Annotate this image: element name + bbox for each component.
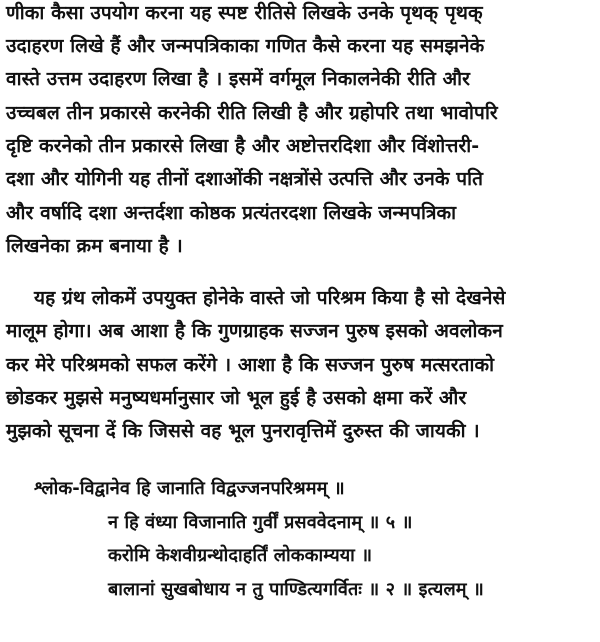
- text-line: दृष्टि करनेको तीन प्रकारसे लिखा है और अष्टोत्तरदिशा और विंशोत्तरी-: [6, 135, 480, 157]
- text-line: दशा और योगिनी यह तीनों दशाओंकी नक्षत्रोंसे उत्पत्ति और उनके पति: [6, 168, 484, 190]
- text-line: कर मेरे परिश्रमको सफल करेंगे । आशा है कि सज्जन पुरुष मत्सरताको: [6, 354, 495, 376]
- text-line: मुझको सूचना दें कि जिससे वह भूल पुनरावृत्तिमें दुरुस्त की जायकी ।: [6, 420, 480, 442]
- verse-line: करोमि केशवीग्रन्थोदाहर्तिं लोककाम्यया ॥: [108, 545, 373, 566]
- text-line: उच्चबल तीन प्रकारसे करनेकी रीति लिखी है और ग्रहोपरि तथा भावोपरि: [6, 102, 498, 124]
- verse-line: बालानां सुखबोधाय न तु पाण्डित्यगर्वितः ॥ २ ॥ इत्यलम् ॥: [108, 579, 484, 600]
- text-line: वास्ते उत्तम उदाहरण लिखा है । इसमें वर्गमूल निकालनेकी रीति और: [6, 68, 471, 90]
- text-line: उदाहरण लिखे हैं और जन्मपत्रिकाका गणित कैसे करना यह समझनेके: [6, 35, 485, 57]
- text-line: और वर्षादि दशा अन्तर्दशा कोष्ठक प्रत्यंतरदशा लिखके जन्मपत्रिका: [6, 202, 457, 224]
- text-line: लिखनेका क्रम बनाया है ।: [6, 235, 183, 257]
- verse-line-1: [34, 476, 345, 502]
- verse-label: श्लोक-: [34, 478, 80, 499]
- verse-line: न हि वंध्या विजानाति गुर्वीं प्रसववेदनाम् ॥ ५ ॥: [108, 512, 413, 533]
- text-line: णीका कैसा उपयोग करना यह स्पष्ट रीतिसे लिखके उनके पृथक् पृथक्: [6, 2, 483, 24]
- text-line: मालूम होगा। अब आशा है कि गुणग्राहक सज्जन पुरुष इसको अवलोकन: [6, 320, 503, 342]
- text-line: छोडकर मुझसे मनुष्यधर्मानुसार जो भूल हुई है उसको क्षमा करें और: [6, 387, 467, 409]
- text-line: यह ग्रंथ लोकमें उपयुक्त होनेके वास्ते जो परिश्रम किया है सो देखनेसे: [34, 287, 506, 309]
- verse-text: विद्वानेव हि जानाति विद्वज्जनपरिश्रमम् ॥: [79, 478, 345, 499]
